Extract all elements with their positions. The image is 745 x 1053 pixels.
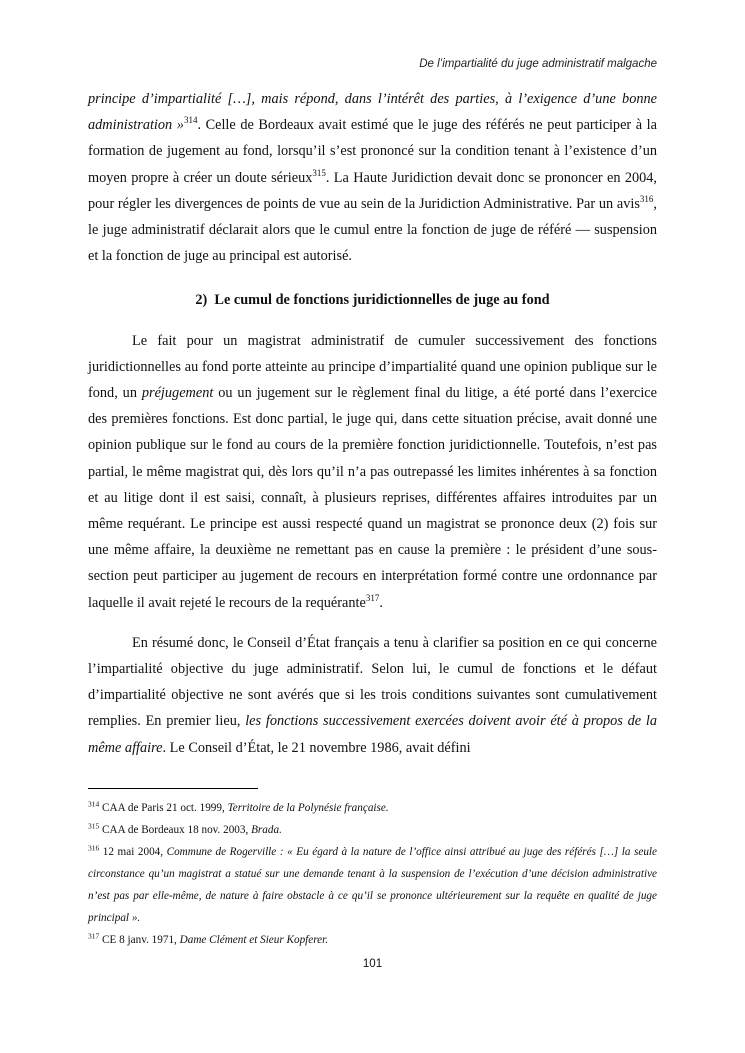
emphasis-text: préjugement — [141, 385, 214, 402]
footnote-ref-314[interactable]: 314 — [183, 115, 198, 126]
footnotes — [88, 797, 657, 951]
paragraph-text: ou un jugement sur le règlement final du litige, a été porté dans l’exercice des premières fonctions. Est donc partial, le juge qui, dans cette situation précise, avait donné une opinion publique sur le fond au cours de la première fonction juridictionnelle. Toutefois, n’est pas partial, le même magistrat qui, dès lors qu’il n’a pas outrepassé les limites inhérentes à sa fonction et au litige dont il est saisi, connaît, à plusieurs reprises, différentes affaires introduites par un même requérant. Le principe est aussi respecté quand un magistrat se prononce deux (2) fois sur une même affaire, la deuxième ne remettant pas en cause la première : le président d’une sous-section peut participer au jugement de recours en interprétation formé contre une ordonnance par laquelle il avait rejeté le recours de la requérante — [88, 385, 657, 611]
paragraph-text: . — [379, 594, 383, 611]
footnote-ref-316[interactable]: 316 — [639, 194, 654, 205]
footnote-text: 12 mai 2004, — [99, 846, 167, 858]
paragraph-continued — [88, 86, 657, 269]
footnote-italic: Commune de Rogerville : « Eu égard à la nature de l’office ainsi attribué au juge des référés […] la seule circonstance qu’un magistrat a statué sur une demande tenant à la suspension de l’exécution d’une décision administrative n’est pas par elle-même, de nature à faire obstacle à ce qu’il se prononce ultérieurement sur la requête en qualité de juge principal ». — [88, 846, 657, 924]
page-number: 101 — [362, 958, 383, 970]
emphasis-text: les fonctions successivement exercées doivent avoir été à propos de la même affaire — [88, 713, 657, 756]
paragraph-text: , le juge administratif déclarait alors que le cumul entre la fonction de juge de référé — suspension et la fonction de juge au principal est autorisé. — [88, 195, 657, 265]
footnote-text: CE 8 janv. 1971, — [99, 934, 180, 946]
paragraph-text: Le fait pour un magistrat administratif de cumuler successivement des fonctions juridictionnelles au fond porte atteinte au principe d’impartialité quand une opinion publique sur le fond, un — [88, 332, 657, 402]
section-heading: 2) Le cumul de fonctions juridictionnelles de juge au fond — [195, 292, 550, 309]
body-text — [88, 86, 657, 761]
running-header: De l’impartialité du juge administratif malgache — [419, 58, 657, 70]
paragraph-text: . Le Conseil d’État, le 21 novembre 1986, avait défini — [162, 739, 471, 756]
footnote-ref-315[interactable]: 315 — [312, 167, 326, 178]
paragraph-text: . Celle de Bordeaux avait estimé que le juge des référés ne peut participer à la formation de jugement au fond, lorsqu’il s’est prononcé sur la condition tenant à l’existence d’un moyen propre à créer un doute sérieux — [88, 117, 657, 186]
footnote-italic: Territoire de la Polynésie française. — [227, 802, 389, 814]
footnote — [88, 841, 657, 929]
footnote — [88, 819, 657, 841]
footnote-italic: Dame Clément et Sieur Kopferer. — [179, 934, 329, 946]
paragraph — [88, 328, 657, 616]
paragraph-text: . La Haute Juridiction devait donc se prononcer en 2004, pour régler les divergences de points de vue au sein de la Juridiction Administrative. Par un avis — [88, 169, 657, 212]
footnote-number: 314 — [88, 799, 100, 809]
footnote-number: 316 — [88, 843, 100, 853]
footnote-text: CAA de Bordeaux 18 nov. 2003, — [99, 824, 252, 836]
footnote-number: 315 — [88, 821, 100, 831]
footnote-italic: Brada. — [251, 824, 282, 836]
paragraph-text: En résumé donc, le Conseil d’État français a tenu à clarifier sa position en ce qui concerne l’impartialité objective du juge administratif. Selon lui, le cumul de fonctions et le défaut d’impartialité objective ne sont avérés que si les trois conditions suivantes sont cumulativement remplies. En premier lieu, — [88, 634, 657, 730]
footnote-text: CAA de Paris 21 oct. 1999, — [99, 802, 228, 814]
paragraph — [88, 630, 657, 761]
footnote — [88, 929, 657, 951]
footnote-separator — [88, 788, 258, 789]
footnote-number: 317 — [88, 931, 100, 941]
quote-text: principe d’impartialité […], mais répond, dans l’intérêt des parties, à l’exigence d’une bonne administration » — [88, 91, 657, 134]
footnote-ref-317[interactable]: 317 — [365, 592, 380, 603]
footnote — [88, 797, 657, 819]
